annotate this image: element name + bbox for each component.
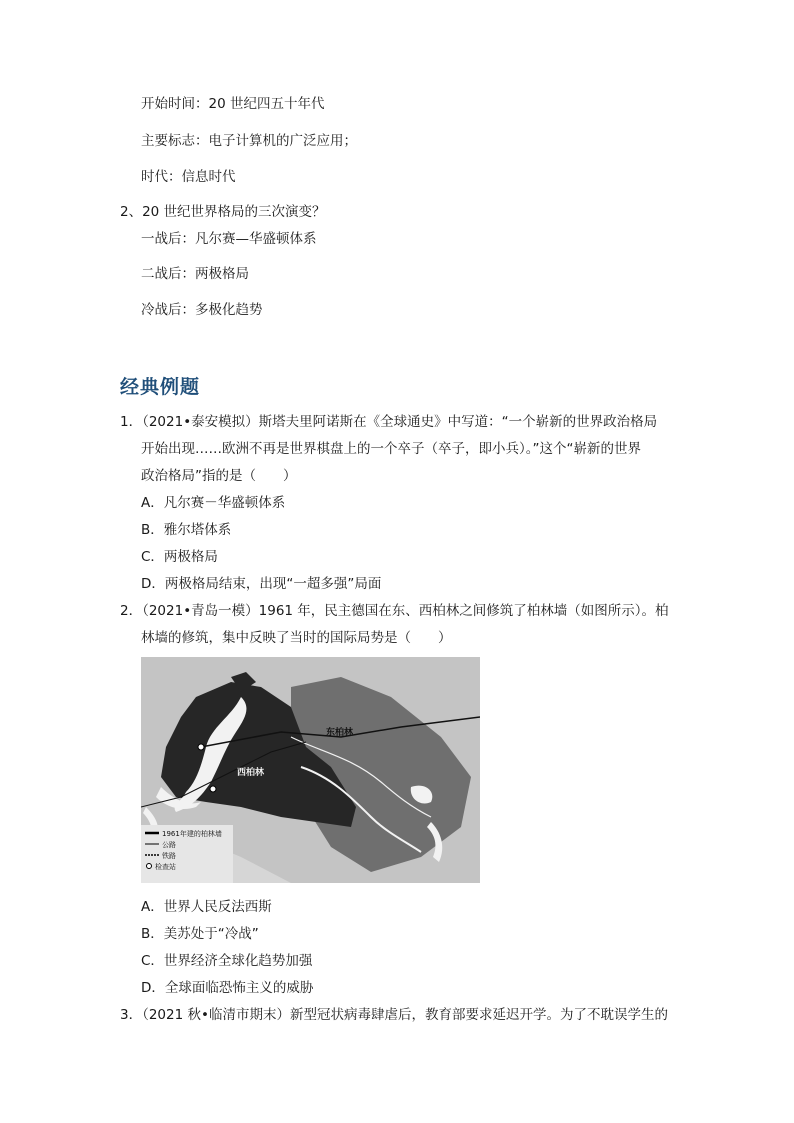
legend-rail: 铁路 — [162, 852, 176, 860]
q2-option-b: B．美苏处于“冷战” — [141, 926, 259, 942]
q1-option-c: C．两极格局 — [141, 549, 218, 565]
q2-line2: 林墙的修筑，集中反映了当时的国际局势是（ ） — [141, 630, 452, 646]
berlin-wall-map — [141, 657, 480, 883]
intro-main-sign: 主要标志：电子计算机的广泛应用； — [141, 133, 357, 149]
q1-line3: 政治格局”指的是（ ） — [141, 468, 297, 484]
q1-line2: 开始出现……欧洲不再是世界棋盘上的一个卒子（卒子，即小兵）。”这个“崭新的世界 — [141, 441, 641, 457]
q2-option-a: A．世界人民反法西斯 — [141, 899, 272, 915]
east-berlin-label: 东柏林 — [326, 728, 354, 738]
q2-option-d: D．全球面临恐怖主义的威胁 — [141, 980, 314, 996]
after-ww1: 一战后：凡尔赛—华盛顿体系 — [141, 231, 317, 247]
legend-checkpoint: 检查站 — [155, 863, 176, 871]
q2-option-c: C．世界经济全球化趋势加强 — [141, 953, 313, 969]
q1-option-b: B．雅尔塔体系 — [141, 522, 232, 538]
q3-line1: 3．（2021 秋•临清市期末）新型冠状病毒肆虐后，教育部要求延迟开学。为了不耽误学生的 — [120, 1007, 668, 1023]
intro-start-time: 开始时间：20 世纪四五十年代 — [141, 96, 325, 112]
after-cold-war: 冷战后：多极化趋势 — [141, 302, 263, 318]
berlin-map-svg — [141, 657, 480, 883]
west-berlin-label: 西柏林 — [237, 768, 265, 778]
section-title: 经典例题 — [120, 376, 201, 398]
world-pattern-question: 2、20 世纪世界格局的三次演变？ — [120, 204, 326, 220]
q2-line1: 2．（2021•青岛一模）1961 年，民主德国在东、西柏林之间修筑了柏林墙（如图所示）。柏 — [120, 603, 669, 619]
legend-road: 公路 — [162, 841, 176, 849]
q1-option-a: A．凡尔赛－华盛顿体系 — [141, 495, 286, 511]
legend-wall: 1961年建的柏林墙 — [162, 830, 222, 838]
intro-era: 时代：信息时代 — [141, 169, 236, 185]
after-ww2: 二战后：两极格局 — [141, 266, 249, 282]
q1-line1: 1．（2021•泰安模拟）斯塔夫里阿诺斯在《全球通史》中写道：“一个崭新的世界政治格局 — [120, 414, 658, 430]
q1-option-d: D．两极格局结束，出现“一超多强”局面 — [141, 576, 382, 592]
